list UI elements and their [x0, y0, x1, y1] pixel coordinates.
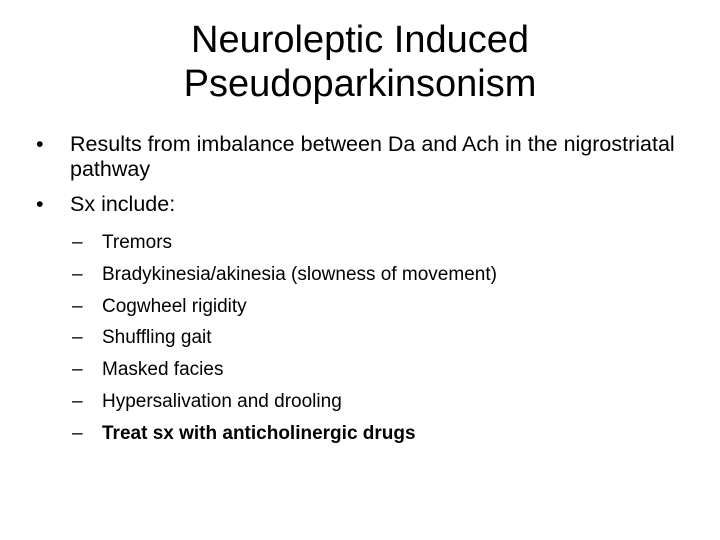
title-line: Neuroleptic Induced: [191, 19, 529, 61]
symptom-text: Masked facies: [102, 359, 224, 381]
dash-icon: –: [72, 390, 83, 412]
dash-icon: –: [72, 263, 83, 285]
symptom-item: [36, 291, 696, 323]
symptom-item: [36, 322, 696, 354]
dash-icon: –: [72, 359, 83, 381]
bullet-text: Sx include:: [70, 192, 176, 216]
bullet-text: Results from imbalance between Da and Ach in the nigrostriatal pathway: [70, 132, 675, 181]
title-line: Pseudoparkinsonism: [183, 63, 537, 105]
dash-icon: –: [72, 422, 83, 444]
slide-title: [0, 18, 720, 106]
symptom-text: Hypersalivation and drooling: [102, 390, 342, 412]
treatment-item: [36, 418, 696, 450]
dash-icon: –: [72, 232, 83, 253]
symptom-text: Bradykinesia/akinesia (slowness of movement): [102, 263, 497, 285]
symptom-text: Tremors: [102, 232, 173, 253]
bullet-item: [36, 132, 696, 182]
dash-icon: –: [72, 295, 83, 317]
slide-body: [36, 132, 696, 450]
symptom-item: [36, 354, 696, 386]
symptom-item: [36, 386, 696, 418]
symptom-list: [36, 227, 696, 450]
symptom-item: [36, 259, 696, 291]
bullet-dot-icon: •: [36, 192, 44, 216]
bullet-dot-icon: •: [36, 132, 44, 156]
bullet-item: [36, 192, 696, 217]
dash-icon: –: [72, 327, 83, 349]
symptom-text: Cogwheel rigidity: [102, 295, 247, 317]
symptom-item: [36, 227, 696, 259]
treatment-text: Treat sx with anticholinergic drugs: [102, 422, 416, 444]
symptom-text: Shuffling gait: [102, 327, 212, 349]
